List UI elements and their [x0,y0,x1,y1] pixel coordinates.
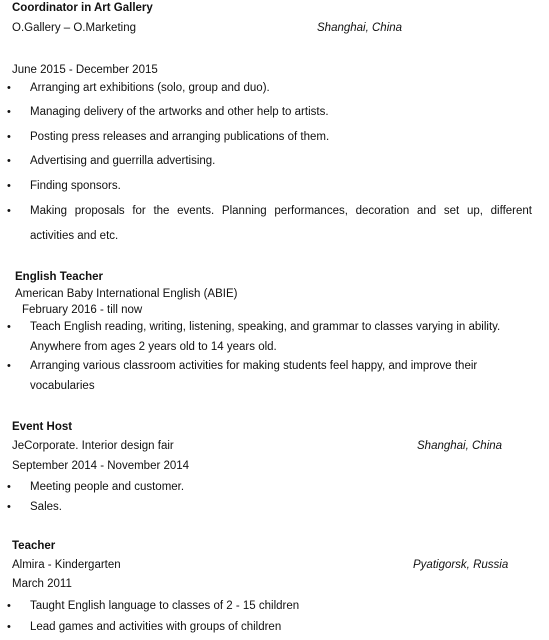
bullet-icon: • [7,321,11,333]
list-item: Teach English reading, writing, listening, speaking, and grammar to classes varying in ability. [30,321,501,333]
job-dates: March 2011 [12,578,72,590]
bullet-icon: • [7,205,11,217]
company-name: O.Gallery – O.Marketing [12,22,136,34]
company-name: JeCorporate. Interior design fair [12,440,174,452]
job-dates: February 2016 - till now [22,304,143,316]
bullet-icon: • [7,155,11,167]
job-location: Shanghai, China [317,22,403,34]
list-item-continuation: activities and etc. [30,230,119,242]
list-item: Making proposals for the events. Planning performances, decoration and set up, different [30,205,532,217]
job-title: Teacher [12,540,56,552]
job-title: Event Host [12,421,73,433]
bullet-icon: • [7,621,11,633]
job-location: Pyatigorsk, Russia [413,559,509,571]
bullet-icon: • [7,106,11,118]
job-dates: September 2014 - November 2014 [12,460,190,472]
bullet-icon: • [7,131,11,143]
bullet-icon: • [7,481,11,493]
job-title: English Teacher [15,271,103,283]
list-item: Sales. [30,501,62,513]
job-title: Coordinator in Art Gallery [12,2,153,14]
job-location: Shanghai, China [417,440,503,452]
bullet-icon: • [7,360,11,372]
job-dates: June 2015 - December 2015 [12,64,158,76]
list-item: Arranging art exhibitions (solo, group and duo). [30,82,270,94]
list-item: Lead games and activities with groups of children [30,621,282,633]
list-item-continuation: Anywhere from ages 2 years old to 14 years old. [30,341,277,353]
list-item: Posting press releases and arranging publications of them. [30,131,330,143]
list-item: Taught English language to classes of 2 - 15 children [30,600,300,612]
bullet-icon: • [7,82,11,94]
list-item: Managing delivery of the artworks and other help to artists. [30,106,329,118]
bullet-icon: • [7,501,11,513]
list-item: Advertising and guerrilla advertising. [30,155,216,167]
list-item-continuation: vocabularies [30,380,95,392]
company-name: Almira - Kindergarten [12,559,121,571]
list-item: Finding sponsors. [30,180,121,192]
company-name: American Baby International English (ABIE) [15,288,238,300]
list-item: Meeting people and customer. [30,481,185,493]
list-item: Arranging various classroom activities for making students feel happy, and improve their [30,360,478,372]
bullet-icon: • [7,600,11,612]
bullet-icon: • [7,180,11,192]
